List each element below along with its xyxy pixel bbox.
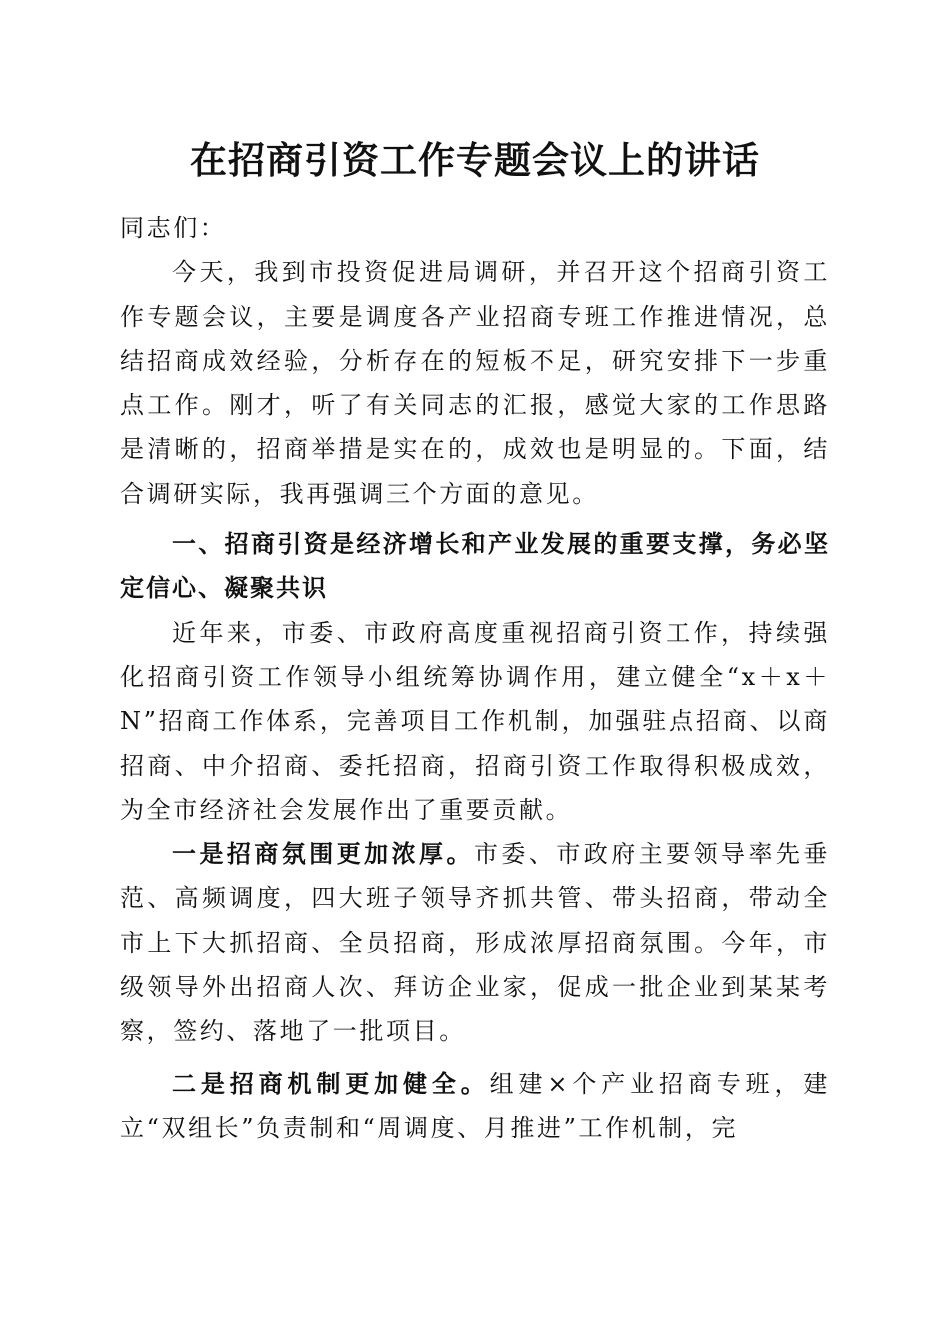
intro-paragraph: 今天，我到市投资促进局调研，并召开这个招商引资工作专题会议，主要是调度各产业招商专班工作推进情况，总结招商成效经验，分析存在的短板不足，研究安排下一步重点工作。刚才，听了有关同志的汇报，感觉大家的工作思路是清晰的，招商举措是实在的，成效也是明显的。下面，结合调研实际，我再强调三个方面的意见。 xyxy=(120,258,830,508)
salutation: 同志们： xyxy=(120,214,227,242)
point-2-lead: 二是招商机制更加健全。 xyxy=(172,1068,490,1098)
section-1-heading: 一、招商引资是经济增长和产业发展的重要支撑，务必坚定信心、凝聚共识 xyxy=(120,529,830,603)
speech-body xyxy=(120,206,830,1150)
section-1-paragraph: 近年来，市委、市政府高度重视招商引资工作，持续强化招商引资工作领导小组统筹协调作用，建立健全“x＋x＋N”招商工作体系，完善项目工作机制，加强驻点招商、以商招商、中介招商、委托招商，招商引资工作取得积极成效，为全市经济社会发展作出了重要贡献。 xyxy=(120,618,830,824)
point-1-lead: 一是招商氛围更加浓厚。 xyxy=(172,839,474,869)
point-1-paragraph xyxy=(120,832,830,1053)
point-2-body: 组建×个产业招商专班，建立“双组长”负责制和“周调度、月推进”工作机制，完 xyxy=(120,1069,830,1142)
page-title: 在招商引资工作专题会议上的讲话 xyxy=(190,138,760,182)
point-2-paragraph xyxy=(120,1062,830,1151)
point-1-body: 市委、市政府主要领导率先垂范、高频调度，四大班子领导齐抓共管、带头招商，带动全市上下大抓招商、全员招商，形成浓厚招商氛围。今年，市级领导外出招商人次、拜访企业家，促成一批企业到某某考察，签约、落地了一批项目。 xyxy=(120,840,830,1046)
